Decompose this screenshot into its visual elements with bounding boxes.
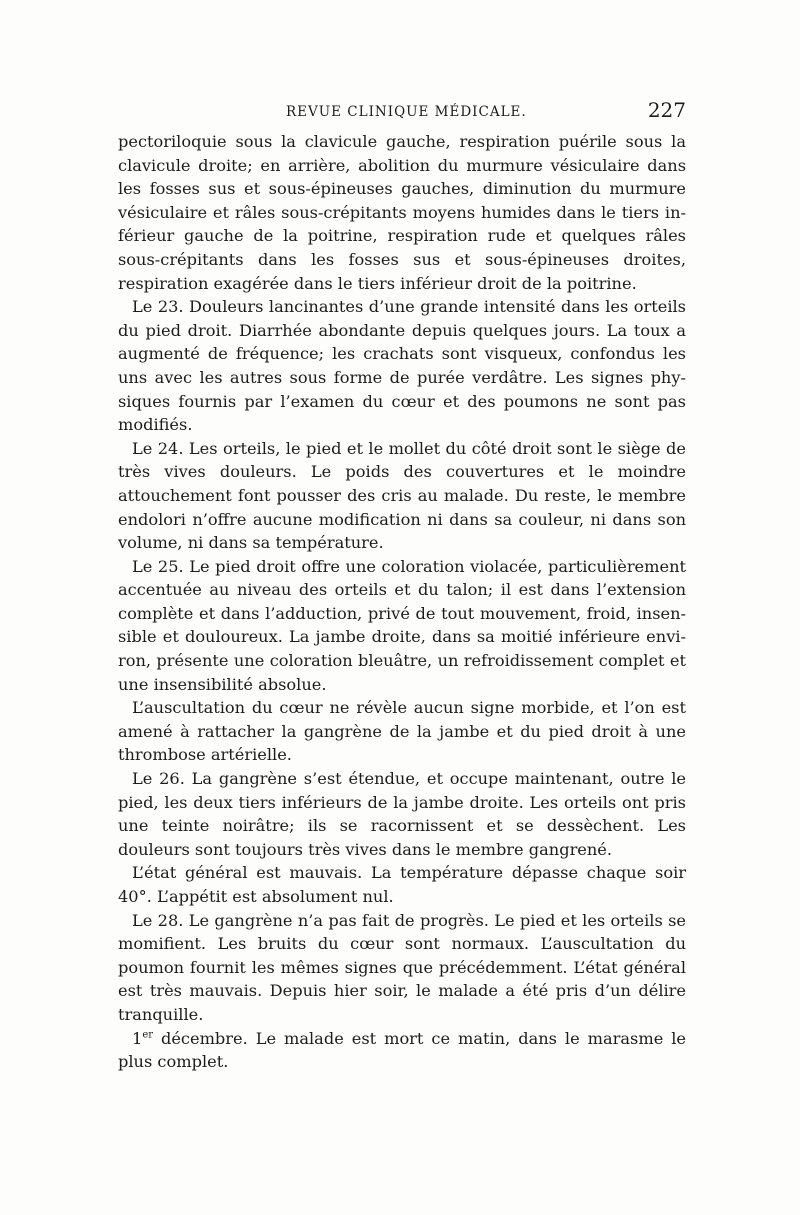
- paragraph-2: Le 23. Douleurs lancinantes d’une grande intensité dans les orteils du pied droit. Diarrhée abondante depuis quelques jours. La toux a augmenté de fréquence; les crachats sont visqueux, confondus les uns avec les autres sous forme de purée verdâtre. Les signes physiques fournis par l’examen du cœur et des poumons ne sont pas modifiés.: [118, 297, 686, 435]
- paragraph-1: pectoriloquie sous la clavicule gauche, respiration puérile sous la clavicule droite; en arrière, abolition du murmure vésiculaire dans les fosses sus et sous-épineuses gauches, diminution du murmure vésiculaire et râles sous-crépitants moyens humides dans le tiers inférieur gauche de la poitrine, respiration rude et quelques râles sous-crépitants dans les fosses sus et sous-épineuses droites, respiration exagérée dans le tiers inférieur droit de la poitrine.: [118, 132, 686, 293]
- paragraph-8: Le 28. Le gangrène n’a pas fait de progrès. Le pied et les orteils se momifient. Les bruits du cœur sont normaux. L’auscultation du poumon fournit les mêmes signes que précédemment. L’état général est très mauvais. Depuis hier soir, le malade a été pris d’un délire tranquille.: [118, 910, 686, 1024]
- paragraph-6: Le 26. La gangrène s’est étendue, et occupe maintenant, outre le pied, les deux tiers inférieurs de la jambe droite. Les orteils ont pris une teinte noirâtre; ils se racornissent et se dessèchent. Les douleurs sont toujours très vives dans le membre gangrené.: [118, 769, 686, 859]
- running-head: REVUE CLINIQUE MÉDICALE.: [286, 104, 527, 120]
- date-day: 1: [132, 1028, 143, 1048]
- paragraph-9-text: décembre. Le malade est mort ce matin, dans le marasme le plus complet.: [118, 1028, 686, 1072]
- page-header: [118, 98, 686, 126]
- paragraph-3: Le 24. Les orteils, le pied et le mollet du côté droit sont le siège de très vives douleurs. Le poids des couvertures et le moindre attouchement font pousser des cris au malade. Du reste, le membre endolori n’offre aucune modification ni dans sa couleur, ni dans son volume, ni dans sa température.: [118, 438, 686, 553]
- paragraph-5: L’auscultation du cœur ne révèle aucun signe morbide, et l’on est amené à rattacher la gangrène de la jambe et du pied droit à une thrombose artérielle.: [118, 698, 686, 765]
- ordinal-suffix: er: [142, 1029, 154, 1041]
- body-text: [118, 130, 686, 1074]
- paragraph-9: [118, 1027, 686, 1074]
- page-number: 227: [647, 98, 686, 122]
- paragraph-4: Le 25. Le pied droit offre une coloration violacée, particulièrement accentuée au niveau des orteils et du talon; il est dans l’extension complète et dans l’adduction, privé de tout mouvement, froid, insensible et douloureux. La jambe droite, dans sa moitié inférieure environ, présente une coloration bleuâtre, un refroidissement complet et une insensibilité absolue.: [118, 556, 686, 694]
- paragraph-7: L’état général est mauvais. La température dépasse chaque soir 40°. L’appétit est absolument nul.: [118, 863, 686, 906]
